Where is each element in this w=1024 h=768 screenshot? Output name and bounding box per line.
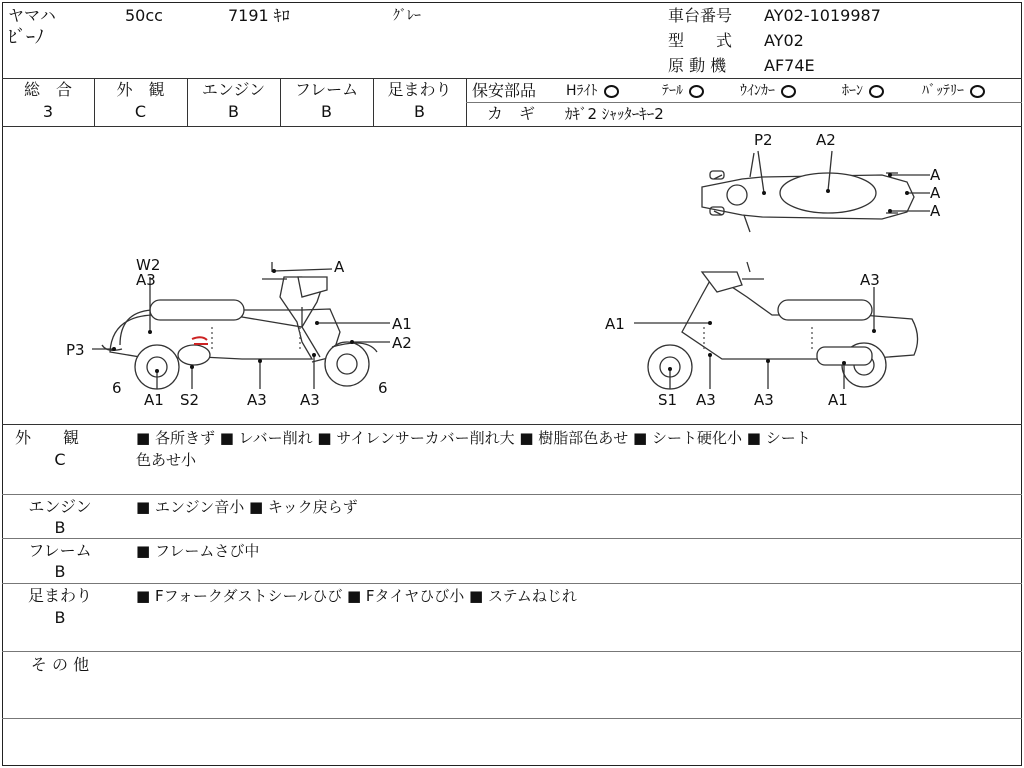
label-right-a1-bottom: A1 [828,391,848,409]
note-grade: B [54,518,66,537]
note-label: そ の 他 [30,655,90,674]
suspension-grade-label: 足まわり [387,80,452,99]
note-text: ■ フレームさび中 [136,542,260,560]
scooter-top-view [702,153,914,232]
label-right-a3-bottom-2: A3 [754,391,774,409]
label-left-a: A [334,258,345,276]
label-left-a1: A1 [392,315,412,333]
safety-label: 保安部品 [472,81,537,100]
ok-circle-icon [970,85,985,98]
frame-grade-label: フレーム [294,80,359,99]
label-left-p3: P3 [66,341,85,359]
label-left-s2: S2 [180,391,200,409]
exterior-grade: C [134,102,147,121]
note-label: エンジン [28,497,92,516]
key-label: カ ギ [487,104,536,123]
engine-model-label: 原 動 機 [668,56,727,75]
label-right-a1: A1 [605,315,625,333]
frame-number: AY02-1019987 [764,6,881,25]
note-text: ■ エンジン音小 ■ キック戻らず [136,498,358,516]
engine-grade-label: エンジン [201,80,266,99]
label-right-s1: S1 [658,391,678,409]
frame-grade: B [321,102,332,121]
note-grade: B [54,562,66,581]
divider [2,718,1022,719]
label-top-a-3: A [930,202,941,220]
label-left-a3: A3 [136,271,156,289]
divider [2,494,1022,495]
safety-battery: ﾊﾞｯﾃﾘｰ [922,81,985,101]
overall-label: 総 合 [23,80,72,99]
safety-headlight: Hﾗｲﾄ [566,81,619,101]
ok-circle-icon [781,85,796,98]
label-left-6a: 6 [112,379,122,397]
label-left-a2: A2 [392,334,412,352]
exterior-label: 外 観 [116,80,165,99]
divider [466,102,1022,103]
model-name: ﾋﾞｰﾉ [8,27,44,48]
divider [2,651,1022,652]
divider [2,583,1022,584]
ok-circle-icon [869,85,884,98]
maker: ヤマハ [8,6,56,25]
key-value: ｶｷﾞ2 ｼｬｯﾀｰｷｰ2 [565,105,664,123]
divider [2,78,1022,79]
label-left-a3-bottom-2: A3 [300,391,320,409]
label-left-a3-bottom-1: A3 [247,391,267,409]
label-top-a-1: A [930,166,941,184]
engine-model: AF74E [764,56,815,75]
label-top-a2: A2 [816,131,836,149]
color: ｸﾞﾚｰ [393,8,421,24]
ok-circle-icon [689,85,704,98]
label-top-p2: P2 [754,131,773,149]
type-value: AY02 [764,31,804,50]
displacement: 50cc [125,6,163,25]
note-label: フレーム [28,541,92,560]
label-left-6b: 6 [378,379,388,397]
label-left-w2: W2 [136,256,161,274]
safety-tail: ﾃｰﾙ [662,81,704,101]
ok-circle-icon [604,85,619,98]
label-top-a-2: A [930,184,941,202]
divider [2,538,1022,539]
suspension-grade: B [414,102,425,121]
overall-grade: 3 [42,102,54,121]
note-grade: B [54,608,66,627]
label-right-a3-bottom-1: A3 [696,391,716,409]
note-text-cont: 色あせ小 [136,451,197,469]
safety-horn: ﾎｰﾝ [842,81,884,101]
mileage: 7191 ｷﾛ [228,6,290,25]
divider [2,424,1022,425]
note-label: 外 観 [14,428,79,447]
type-label: 型 式 [668,31,733,50]
damage-diagram [2,127,1020,423]
frame-number-label: 車台番号 [668,6,733,25]
note-grade: C [54,450,66,469]
label-right-a3: A3 [860,271,880,289]
label-left-a1-bottom: A1 [144,391,164,409]
safety-winker: ｳｲﾝｶｰ [740,81,796,101]
note-text: ■ Fフォークダストシールひび ■ Fタイヤひび小 ■ ステムねじれ [136,587,577,605]
note-label: 足まわり [27,586,92,605]
note-text: ■ 各所きず ■ レバー削れ ■ サイレンサーカバー削れ大 ■ 樹脂部色あせ ■ シート硬化小 ■ シート [136,429,811,447]
engine-grade: B [228,102,239,121]
